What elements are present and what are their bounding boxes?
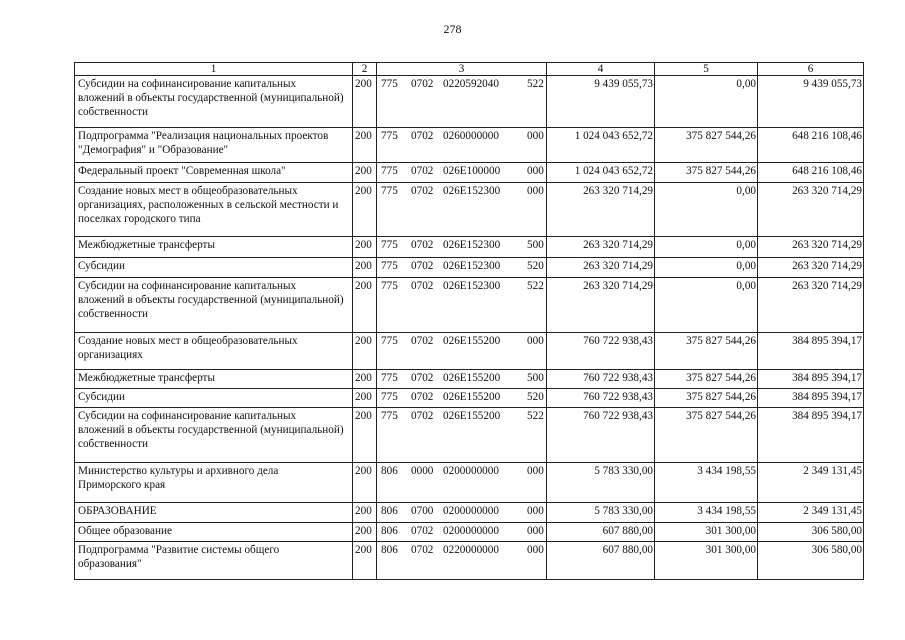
code-target-article: 026E155200	[443, 372, 501, 384]
row-name: Создание новых мест в общеобразовательных организациях	[75, 333, 353, 370]
row-chapter-code: 200	[353, 389, 377, 408]
code-expense-type: 000	[527, 130, 544, 142]
code-section: 0702	[411, 544, 434, 556]
row-chapter-code: 200	[353, 128, 377, 163]
row-name: Субсидии на софинансирование капитальных вложений в объекты государственной (муниципальной) собственности	[75, 76, 353, 128]
row-classification-codes	[377, 258, 547, 278]
code-administrator: 775	[381, 260, 398, 272]
code-administrator: 775	[381, 185, 398, 197]
row-amount-executed: 375 827 544,26	[655, 370, 758, 389]
header-row	[75, 63, 864, 76]
row-name: Федеральный проект "Современная школа"	[75, 163, 353, 183]
row-name: Подпрограмма "Развитие системы общего образования"	[75, 542, 353, 580]
row-amount-planned: 760 722 938,43	[547, 370, 655, 389]
table-row	[75, 128, 864, 163]
code-expense-type: 000	[527, 525, 544, 537]
table-row	[75, 370, 864, 389]
row-name: Подпрограмма "Реализация национальных проектов "Демография" и "Образование"	[75, 128, 353, 163]
code-expense-type: 000	[527, 465, 544, 477]
row-amount-remaining: 2 349 131,45	[758, 463, 864, 503]
code-administrator: 775	[381, 335, 398, 347]
code-target-article: 0220592040	[443, 78, 499, 90]
code-section: 0702	[411, 391, 434, 403]
row-classification-codes	[377, 370, 547, 389]
row-amount-executed: 3 434 198,55	[655, 503, 758, 523]
code-expense-type: 000	[527, 185, 544, 197]
row-name: Межбюджетные трансферты	[75, 237, 353, 258]
code-administrator: 775	[381, 78, 398, 90]
row-chapter-code: 200	[353, 408, 377, 463]
row-chapter-code: 200	[353, 76, 377, 128]
code-target-article: 026E152300	[443, 185, 501, 197]
code-section: 0702	[411, 239, 434, 251]
row-amount-remaining: 306 580,00	[758, 542, 864, 580]
code-target-article: 026E152300	[443, 280, 501, 292]
code-target-article: 0260000000	[443, 130, 499, 142]
code-target-article: 0200000000	[443, 525, 499, 537]
row-amount-remaining: 384 895 394,17	[758, 389, 864, 408]
code-expense-type: 522	[527, 280, 544, 292]
row-amount-planned: 760 722 938,43	[547, 408, 655, 463]
code-section: 0702	[411, 185, 434, 197]
table-row	[75, 258, 864, 278]
row-classification-codes	[377, 408, 547, 463]
row-classification-codes	[377, 389, 547, 408]
table-row	[75, 76, 864, 128]
row-amount-remaining: 9 439 055,73	[758, 76, 864, 128]
row-amount-planned: 1 024 043 652,72	[547, 128, 655, 163]
row-classification-codes	[377, 183, 547, 237]
code-administrator: 775	[381, 130, 398, 142]
row-name: Министерство культуры и архивного дела Приморского края	[75, 463, 353, 503]
row-amount-remaining: 2 349 131,45	[758, 503, 864, 523]
table-row	[75, 463, 864, 503]
row-amount-remaining: 263 320 714,29	[758, 183, 864, 237]
code-target-article: 0200000000	[443, 465, 499, 477]
code-target-article: 0220000000	[443, 544, 499, 556]
table-row	[75, 523, 864, 542]
code-administrator: 806	[381, 465, 398, 477]
code-expense-type: 522	[527, 410, 544, 422]
code-section: 0702	[411, 280, 434, 292]
code-administrator: 775	[381, 372, 398, 384]
row-classification-codes	[377, 463, 547, 503]
row-amount-remaining: 648 216 108,46	[758, 128, 864, 163]
row-chapter-code: 200	[353, 523, 377, 542]
row-amount-executed: 0,00	[655, 278, 758, 333]
row-chapter-code: 200	[353, 278, 377, 333]
row-amount-executed: 3 434 198,55	[655, 463, 758, 503]
row-amount-executed: 375 827 544,26	[655, 408, 758, 463]
row-amount-remaining: 384 895 394,17	[758, 333, 864, 370]
table-row	[75, 389, 864, 408]
code-expense-type: 000	[527, 505, 544, 517]
code-administrator: 775	[381, 239, 398, 251]
code-administrator: 806	[381, 505, 398, 517]
row-chapter-code: 200	[353, 503, 377, 523]
code-administrator: 775	[381, 165, 398, 177]
row-classification-codes	[377, 542, 547, 580]
row-amount-remaining: 648 216 108,46	[758, 163, 864, 183]
page-number: 278	[443, 22, 462, 36]
table-row	[75, 333, 864, 370]
row-amount-executed: 375 827 544,26	[655, 333, 758, 370]
row-amount-executed: 0,00	[655, 237, 758, 258]
code-section: 0000	[411, 465, 434, 477]
budget-table	[74, 62, 864, 580]
table-row	[75, 237, 864, 258]
row-classification-codes	[377, 128, 547, 163]
code-expense-type: 522	[527, 78, 544, 90]
row-amount-planned: 263 320 714,29	[547, 183, 655, 237]
row-amount-executed: 0,00	[655, 183, 758, 237]
table-row	[75, 503, 864, 523]
row-name: Субсидии на софинансирование капитальных вложений в объекты государственной (муниципальной) собственности	[75, 278, 353, 333]
column-header: 2	[353, 63, 377, 76]
row-classification-codes	[377, 76, 547, 128]
row-name: Субсидии	[75, 258, 353, 278]
code-expense-type: 520	[527, 260, 544, 272]
row-name: ОБРАЗОВАНИЕ	[75, 503, 353, 523]
row-amount-planned: 607 880,00	[547, 542, 655, 580]
code-section: 0702	[411, 525, 434, 537]
row-chapter-code: 200	[353, 258, 377, 278]
code-expense-type: 500	[527, 239, 544, 251]
table-row	[75, 183, 864, 237]
code-administrator: 775	[381, 391, 398, 403]
column-header: 6	[758, 63, 864, 76]
code-administrator: 806	[381, 544, 398, 556]
code-administrator: 775	[381, 280, 398, 292]
row-amount-remaining: 306 580,00	[758, 523, 864, 542]
row-amount-executed: 375 827 544,26	[655, 128, 758, 163]
row-classification-codes	[377, 523, 547, 542]
code-section: 0702	[411, 372, 434, 384]
code-target-article: 026E100000	[443, 165, 501, 177]
code-section: 0700	[411, 505, 434, 517]
row-amount-executed: 301 300,00	[655, 523, 758, 542]
row-name: Создание новых мест в общеобразовательных организациях, расположенных в сельской местности и поселках городского типа	[75, 183, 353, 237]
code-administrator: 806	[381, 525, 398, 537]
row-amount-planned: 9 439 055,73	[547, 76, 655, 128]
table-row	[75, 542, 864, 580]
row-classification-codes	[377, 333, 547, 370]
row-amount-executed: 0,00	[655, 76, 758, 128]
row-classification-codes	[377, 237, 547, 258]
code-target-article: 026E155200	[443, 335, 501, 347]
code-section: 0702	[411, 260, 434, 272]
row-chapter-code: 200	[353, 333, 377, 370]
code-target-article: 026E152300	[443, 239, 501, 251]
row-amount-planned: 5 783 330,00	[547, 463, 655, 503]
row-chapter-code: 200	[353, 542, 377, 580]
row-amount-planned: 5 783 330,00	[547, 503, 655, 523]
column-header: 3	[377, 63, 547, 76]
row-amount-planned: 607 880,00	[547, 523, 655, 542]
code-expense-type: 000	[527, 544, 544, 556]
row-name: Субсидии на софинансирование капитальных вложений в объекты государственной (муниципальной) собственности	[75, 408, 353, 463]
code-section: 0702	[411, 335, 434, 347]
code-expense-type: 500	[527, 372, 544, 384]
code-expense-type: 520	[527, 391, 544, 403]
code-expense-type: 000	[527, 335, 544, 347]
code-expense-type: 000	[527, 165, 544, 177]
row-classification-codes	[377, 503, 547, 523]
table-row	[75, 408, 864, 463]
column-header: 5	[655, 63, 758, 76]
row-name: Общее образование	[75, 523, 353, 542]
row-amount-planned: 760 722 938,43	[547, 333, 655, 370]
row-chapter-code: 200	[353, 463, 377, 503]
row-classification-codes	[377, 278, 547, 333]
code-target-article: 026E155200	[443, 410, 501, 422]
row-amount-remaining: 263 320 714,29	[758, 237, 864, 258]
code-target-article: 026E155200	[443, 391, 501, 403]
column-header: 1	[75, 63, 353, 76]
code-section: 0702	[411, 165, 434, 177]
row-amount-executed: 301 300,00	[655, 542, 758, 580]
row-amount-remaining: 263 320 714,29	[758, 258, 864, 278]
row-chapter-code: 200	[353, 370, 377, 389]
row-chapter-code: 200	[353, 163, 377, 183]
row-amount-executed: 375 827 544,26	[655, 163, 758, 183]
row-amount-remaining: 263 320 714,29	[758, 278, 864, 333]
code-target-article: 0200000000	[443, 505, 499, 517]
table-row	[75, 278, 864, 333]
row-amount-planned: 263 320 714,29	[547, 237, 655, 258]
row-amount-executed: 0,00	[655, 258, 758, 278]
row-classification-codes	[377, 163, 547, 183]
row-chapter-code: 200	[353, 237, 377, 258]
row-chapter-code: 200	[353, 183, 377, 237]
row-amount-planned: 263 320 714,29	[547, 258, 655, 278]
column-header: 4	[547, 63, 655, 76]
row-amount-planned: 263 320 714,29	[547, 278, 655, 333]
code-section: 0702	[411, 410, 434, 422]
row-amount-executed: 375 827 544,26	[655, 389, 758, 408]
code-target-article: 026E152300	[443, 260, 501, 272]
table-row	[75, 163, 864, 183]
row-amount-remaining: 384 895 394,17	[758, 408, 864, 463]
row-amount-planned: 1 024 043 652,72	[547, 163, 655, 183]
row-name: Межбюджетные трансферты	[75, 370, 353, 389]
row-amount-planned: 760 722 938,43	[547, 389, 655, 408]
row-name: Субсидии	[75, 389, 353, 408]
code-administrator: 775	[381, 410, 398, 422]
code-section: 0702	[411, 78, 434, 90]
code-section: 0702	[411, 130, 434, 142]
row-amount-remaining: 384 895 394,17	[758, 370, 864, 389]
